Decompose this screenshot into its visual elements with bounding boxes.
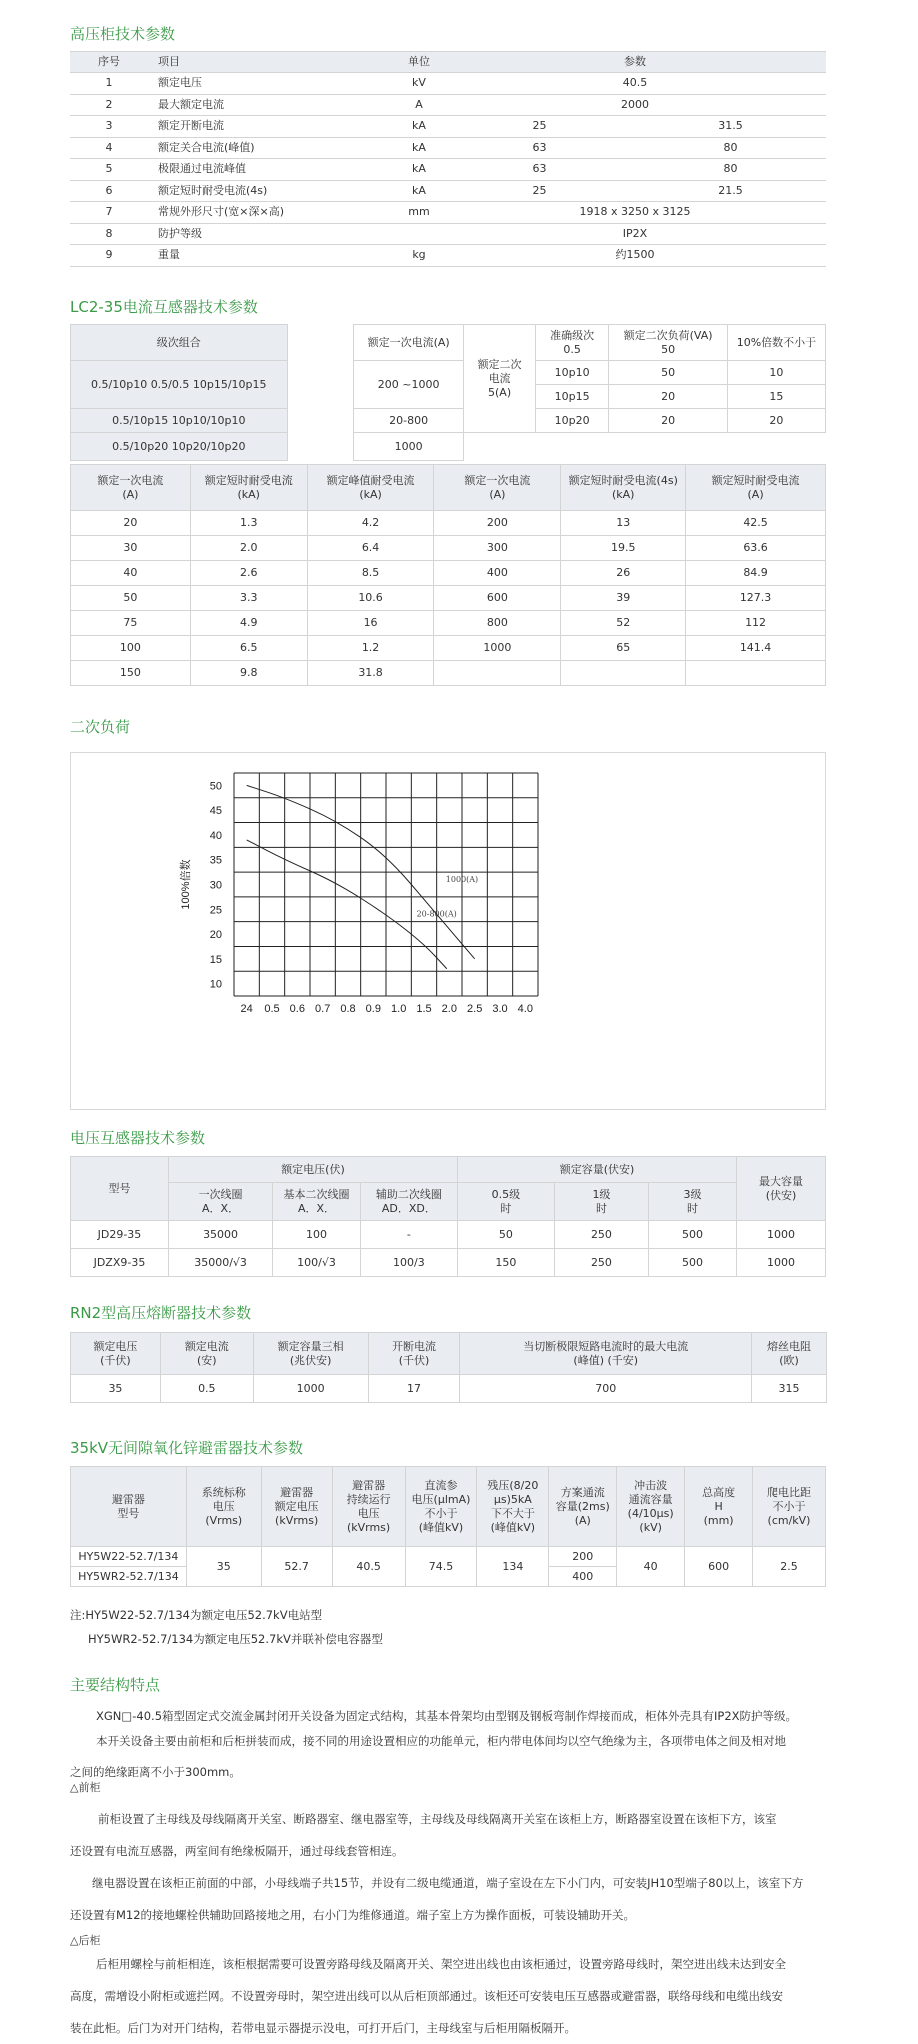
cell: 避雷器 额定电压 (kVrms) [261, 1467, 332, 1547]
cell: 52 [561, 611, 686, 636]
cell: 约1500 [444, 245, 826, 267]
paragraph: 装在此柜。后门为对开门结构，若带电显示器提示没电，可打开后门，主母线室与后柜用隔板隔开。 [70, 2021, 576, 2035]
header-cell: 型号 [71, 1157, 169, 1221]
cell: 74.5 [405, 1547, 477, 1587]
rated-secondary-label: 额定二次 电流 5(A) [464, 325, 536, 433]
model-cell: HY5WR2-52.7/134 [71, 1567, 187, 1587]
x-tick-label: 0.5 [264, 1003, 280, 1015]
cell: 方案通流 容量(2ms) (A) [549, 1467, 617, 1547]
cell: 600 [685, 1547, 753, 1587]
cell: 直流参 电压(μlmA) 不小于 (峰值kV) [405, 1467, 477, 1547]
cell: kA [394, 159, 444, 181]
header-cell: 序号 [70, 52, 148, 73]
cell: 20 [609, 409, 728, 433]
cell: 25 [444, 180, 635, 202]
cell: JDZX9-35 [71, 1249, 169, 1277]
cell: 20 [727, 409, 825, 433]
cell: 额定电压 [148, 73, 394, 95]
cell: 800 [434, 611, 561, 636]
cell: 700 [460, 1375, 752, 1403]
arrester-table [70, 1466, 826, 1587]
series-line [247, 840, 447, 969]
y-tick-label: 25 [209, 904, 222, 917]
primary-cell: 200 ~1000 [353, 361, 463, 409]
y-tick-label: 10 [209, 978, 222, 991]
cell: 4.9 [190, 611, 307, 636]
x-tick-label: 0.8 [340, 1003, 356, 1015]
x-tick-label: 1.0 [391, 1003, 407, 1015]
cell: 2.5 [753, 1547, 826, 1587]
cell: 2.6 [190, 561, 307, 586]
cell: 1.3 [190, 511, 307, 536]
cell: 26 [561, 561, 686, 586]
cell: 额定关合电流(峰值) [148, 137, 394, 159]
cell [535, 325, 609, 361]
header-cell: 级次组合 [71, 325, 288, 361]
cell: 20 [71, 511, 191, 536]
cell: 开断电流 (千伏) [368, 1333, 460, 1375]
paragraph: 本开关设备主要由前柜和后柜拼装而成，接不同的用途设置相应的功能单元，柜内带电体间均以空气绝缘为主，各项带电体之间及相对地 [96, 1734, 786, 1748]
primary-cell: 1000 [353, 433, 463, 461]
cell: 80 [635, 159, 826, 181]
note-line-1: 注:HY5W22-52.7/134为额定电压52.7kV电站型 [70, 1608, 323, 1622]
cell: 500 [649, 1221, 737, 1249]
cell: 10p20 [535, 409, 609, 433]
cell: 10 [727, 361, 825, 385]
ct-table [70, 324, 826, 461]
cell: 300 [434, 536, 561, 561]
cell: 31.5 [635, 116, 826, 138]
x-tick-label: 0.7 [315, 1003, 331, 1015]
cell: 10.6 [307, 586, 434, 611]
table-row [71, 511, 826, 536]
cell: 400 [549, 1567, 617, 1587]
table-row [70, 180, 826, 202]
cell: 0.5 [160, 1375, 253, 1403]
cell: 63.6 [686, 536, 826, 561]
cell: 50 [71, 586, 191, 611]
cell: 40.5 [332, 1547, 405, 1587]
cell: 250 [554, 1249, 648, 1277]
y-axis-label: 100%倍数 [180, 859, 192, 910]
model-cell: HY5W22-52.7/134 [71, 1547, 187, 1567]
cell: 50 [609, 361, 728, 385]
grade-cell: 0.5/10p20 10p20/10p20 [71, 433, 288, 461]
cell [686, 661, 826, 686]
grade-cell: 0.5/10p10 0.5/0.5 10p15/10p15 [71, 361, 288, 409]
cell: 额定短时耐受电流(4s) [148, 180, 394, 202]
cell: 134 [477, 1547, 549, 1587]
cell: 65 [561, 636, 686, 661]
cell: 爬电比距 不小于 (cm/kV) [753, 1467, 826, 1547]
paragraph: 之间的绝缘距离不小于300mm。 [70, 1765, 241, 1779]
cell: 63 [444, 137, 635, 159]
table-row [71, 561, 826, 586]
series-label: 1000(A) [445, 875, 479, 885]
x-tick-label: 2.0 [441, 1003, 457, 1015]
cell: 150 [458, 1249, 555, 1277]
cell: 35 [71, 1375, 161, 1403]
cell: 35000 [168, 1221, 272, 1249]
cell: 31.8 [307, 661, 434, 686]
cell: 1级 时 [554, 1183, 648, 1221]
cell: 避雷器 持续运行 电压 (kVrms) [332, 1467, 405, 1547]
cell: 50 [458, 1221, 555, 1249]
cell: 额定容量三相 (兆伏安) [253, 1333, 368, 1375]
cell: 总高度 H (mm) [685, 1467, 753, 1547]
cell: 127.3 [686, 586, 826, 611]
section-title-fuse: RN2型高压熔断器技术参数 [70, 1304, 252, 1322]
cell: 9.8 [190, 661, 307, 686]
cell: 3级 时 [649, 1183, 737, 1221]
cell: 6.4 [307, 536, 434, 561]
table-row [70, 202, 826, 224]
cell: 6.5 [190, 636, 307, 661]
table-row [70, 245, 826, 267]
table-row [70, 73, 826, 95]
cell: JD29-35 [71, 1221, 169, 1249]
section-title-secondary-load: 二次负荷 [70, 718, 131, 736]
cell: 3.3 [190, 586, 307, 611]
cell: 42.5 [686, 511, 826, 536]
cell: 35 [186, 1547, 261, 1587]
cell: 1000 [253, 1375, 368, 1403]
table-row [71, 536, 826, 561]
paragraph: 继电器设置在该柜正前面的中部，小母线端子共15节，并设有二级电缆通道，端子室设在左下小门内，可安装JH10型端子80以上，该室下方 [92, 1876, 804, 1890]
cell: A [394, 94, 444, 116]
cell: 35000/√3 [168, 1249, 272, 1277]
y-tick-label: 35 [209, 854, 222, 867]
spacer [287, 325, 353, 433]
cell: 系统标称 电压 (Vrms) [186, 1467, 261, 1547]
header-cell: 额定电压(伏) [168, 1157, 457, 1183]
header-label: 准确级次 [550, 328, 595, 342]
cell: 315 [752, 1375, 827, 1403]
paragraph: 高度，需增设小附柜或遮拦网。不设置旁母时，架空进出线可以从后柜顶部通过。该柜还可安装电压互感器或避雷器，联络母线和电缆出线安 [70, 1989, 783, 2003]
cell: 250 [554, 1221, 648, 1249]
cell: 1918 x 3250 x 3125 [444, 202, 826, 224]
cell: 100/3 [360, 1249, 457, 1277]
cell: 一次线圈 A．X． [168, 1183, 272, 1221]
cell: 52.7 [261, 1547, 332, 1587]
cell: kV [394, 73, 444, 95]
section-title-voltage-transformer: 电压互感器技术参数 [70, 1129, 206, 1147]
cell: 200 [434, 511, 561, 536]
cell: 1000 [737, 1221, 826, 1249]
cell: 39 [561, 586, 686, 611]
header-cell: 额定一次电流(A) [353, 325, 463, 361]
cell: 8 [70, 223, 148, 245]
table-row [71, 661, 826, 686]
cell-value: 50 [661, 342, 676, 356]
section-title-hv-cabinet: 高压柜技术参数 [70, 25, 176, 43]
spacer [464, 433, 826, 461]
cell: 避雷器 型号 [71, 1467, 187, 1547]
cell: 5 [70, 159, 148, 181]
cell: 21.5 [635, 180, 826, 202]
cell-value: 0.5 [563, 342, 581, 356]
x-tick-label: 3.0 [492, 1003, 508, 1015]
table-row [70, 159, 826, 181]
cell: 100/√3 [273, 1249, 361, 1277]
cell: 10p10 [535, 361, 609, 385]
cell: 2 [70, 94, 148, 116]
cell: 80 [635, 137, 826, 159]
header-cell: 参数 [444, 52, 826, 73]
cell: 2000 [444, 94, 826, 116]
y-tick-label: 50 [209, 780, 222, 793]
cell: 熔丝电阻 (欧) [752, 1333, 827, 1375]
cell: 额定短时耐受电流(4s) (kA) [561, 465, 686, 511]
cell: 额定短时耐受电流 (kA) [190, 465, 307, 511]
cell: 16 [307, 611, 434, 636]
cell: 3 [70, 116, 148, 138]
cell [609, 325, 728, 361]
cell: 40.5 [444, 73, 826, 95]
table-row [71, 1221, 826, 1249]
cell: 额定一次电流 (A) [434, 465, 561, 511]
cell: 500 [649, 1249, 737, 1277]
cell: 0.5级 时 [458, 1183, 555, 1221]
cell: 10p15 [535, 385, 609, 409]
cell: 63 [444, 159, 635, 181]
cell: kg [394, 245, 444, 267]
grade-cell: 0.5/10p15 10p10/10p10 [71, 409, 288, 433]
ct-withstand-table [70, 464, 826, 686]
table-row [71, 586, 826, 611]
cell: 141.4 [686, 636, 826, 661]
cell: 当切断极限短路电流时的最大电流 (峰值) (千安) [460, 1333, 752, 1375]
header-cell: 额定容量(伏安) [458, 1157, 737, 1183]
x-tick-label: 0.6 [289, 1003, 305, 1015]
hv-cabinet-table [70, 51, 826, 267]
cell: 额定电压 (千伏) [71, 1333, 161, 1375]
cell: 1000 [737, 1249, 826, 1277]
cell: 100 [71, 636, 191, 661]
cell: 4 [70, 137, 148, 159]
cell: 额定电流 (安) [160, 1333, 253, 1375]
cell: 常规外形尺寸(宽×深×高) [148, 202, 394, 224]
cell: 极限通过电流峰值 [148, 159, 394, 181]
section-title-current-transformer: LC2-35电流互感器技术参数 [70, 298, 258, 316]
fuse-table [70, 1332, 827, 1403]
paragraph: 前柜设置了主母线及母线隔离开关室、断路器室、继电器室等，主母线及母线隔离开关室在该柜上方，断路器室设置在该柜下方，该室 [98, 1812, 777, 1826]
subheading-front-cabinet: △前柜 [70, 1781, 101, 1794]
cell: 重量 [148, 245, 394, 267]
note-line-2: HY5WR2-52.7/134为额定电压52.7kV并联补偿电容器型 [88, 1632, 383, 1646]
cell: 额定开断电流 [148, 116, 394, 138]
cell: 150 [71, 661, 191, 686]
y-tick-label: 40 [209, 829, 222, 842]
primary-cell: 20-800 [353, 409, 463, 433]
cell: 7 [70, 202, 148, 224]
cell: 额定峰值耐受电流 (kA) [307, 465, 434, 511]
cell: 400 [434, 561, 561, 586]
y-tick-label: 30 [209, 879, 222, 892]
cell: 额定短时耐受电流 (A) [686, 465, 826, 511]
cell: 100 [273, 1221, 361, 1249]
cell: kA [394, 180, 444, 202]
header-cell: 项目 [148, 52, 394, 73]
y-tick-label: 15 [209, 953, 222, 966]
secondary-load-chart-frame [70, 752, 826, 1110]
cell [434, 661, 561, 686]
cell: 19.5 [561, 536, 686, 561]
table-row [70, 137, 826, 159]
cell: 15 [727, 385, 825, 409]
cell: 84.9 [686, 561, 826, 586]
header-cell: 10%倍数不小于 [727, 325, 825, 361]
cell: 1000 [434, 636, 561, 661]
paragraph: 还设置有电流互感器，两室间有绝缘板隔开，通过母线套管相连。 [70, 1844, 404, 1858]
cell: 最大额定电流 [148, 94, 394, 116]
cell: 9 [70, 245, 148, 267]
secondary-load-chart [71, 753, 825, 1109]
x-tick-label: 4.0 [517, 1003, 533, 1015]
vt-table [70, 1156, 826, 1277]
header-cell: 单位 [394, 52, 444, 73]
table-row [71, 636, 826, 661]
table-row [70, 116, 826, 138]
table-row [71, 1249, 826, 1277]
cell: 6 [70, 180, 148, 202]
table-row [70, 94, 826, 116]
y-tick-label: 20 [209, 929, 222, 942]
y-tick-label: 45 [209, 805, 222, 818]
series-label: 20-800(A) [416, 909, 457, 919]
x-tick-label: 1.5 [416, 1003, 432, 1015]
spacer [287, 433, 353, 461]
cell: 4.2 [307, 511, 434, 536]
paragraph: XGN□-40.5箱型固定式交流金属封闭开关设备为固定式结构，其基本骨架均由型钢及钢板弯制作焊接而成，柜体外壳具有IP2X防护等级。 [96, 1709, 798, 1723]
cell: 200 [549, 1547, 617, 1567]
cell: 8.5 [307, 561, 434, 586]
cell: 17 [368, 1375, 460, 1403]
cell: 1 [70, 73, 148, 95]
cell [561, 661, 686, 686]
cell: 600 [434, 586, 561, 611]
cell: kA [394, 116, 444, 138]
cell: 额定一次电流 (A) [71, 465, 191, 511]
header-cell: 最大容量 (伏安) [737, 1157, 826, 1221]
paragraph: 后柜用螺栓与前柜相连，该柜根据需要可设置旁路母线及隔离开关、架空进出线也由该柜通过，设置旁路母线时，架空进出线未达到安全 [96, 1957, 786, 1971]
cell: 20 [609, 385, 728, 409]
cell: 25 [444, 116, 635, 138]
cell: 冲击波 通流容量 (4/10μs) (kV) [617, 1467, 685, 1547]
cell: 2.0 [190, 536, 307, 561]
cell: 40 [617, 1547, 685, 1587]
cell: 112 [686, 611, 826, 636]
cell: 基本二次线圈 A．X． [273, 1183, 361, 1221]
table-row [71, 611, 826, 636]
cell: 辅助二次线圈 AD．XD． [360, 1183, 457, 1221]
paragraph: 还设置有M12的接地螺栓供辅助回路接地之用，右小门为维修通道。端子室上方为操作面板，可装设辅助开关。 [70, 1908, 636, 1922]
cell: kA [394, 137, 444, 159]
cell: 防护等级 [148, 223, 394, 245]
section-title-arrester: 35kV无间隙氧化锌避雷器技术参数 [70, 1439, 304, 1457]
cell: 30 [71, 536, 191, 561]
cell: IP2X [444, 223, 826, 245]
cell [394, 223, 444, 245]
cell: 13 [561, 511, 686, 536]
section-title-structure: 主要结构特点 [70, 1676, 161, 1694]
cell: - [360, 1221, 457, 1249]
cell: 1.2 [307, 636, 434, 661]
cell: 残压(8/20 μs)5kA 下不大于 (峰值kV) [477, 1467, 549, 1547]
table-row [70, 223, 826, 245]
cell: 40 [71, 561, 191, 586]
x-tick-label: 2.5 [467, 1003, 483, 1015]
cell: mm [394, 202, 444, 224]
cell: 75 [71, 611, 191, 636]
x-tick-label: 24 [240, 1003, 253, 1015]
header-label: 额定二次负荷(VA) [623, 328, 713, 342]
subheading-rear-cabinet: △后柜 [70, 1934, 101, 1947]
x-tick-label: 0.9 [365, 1003, 381, 1015]
